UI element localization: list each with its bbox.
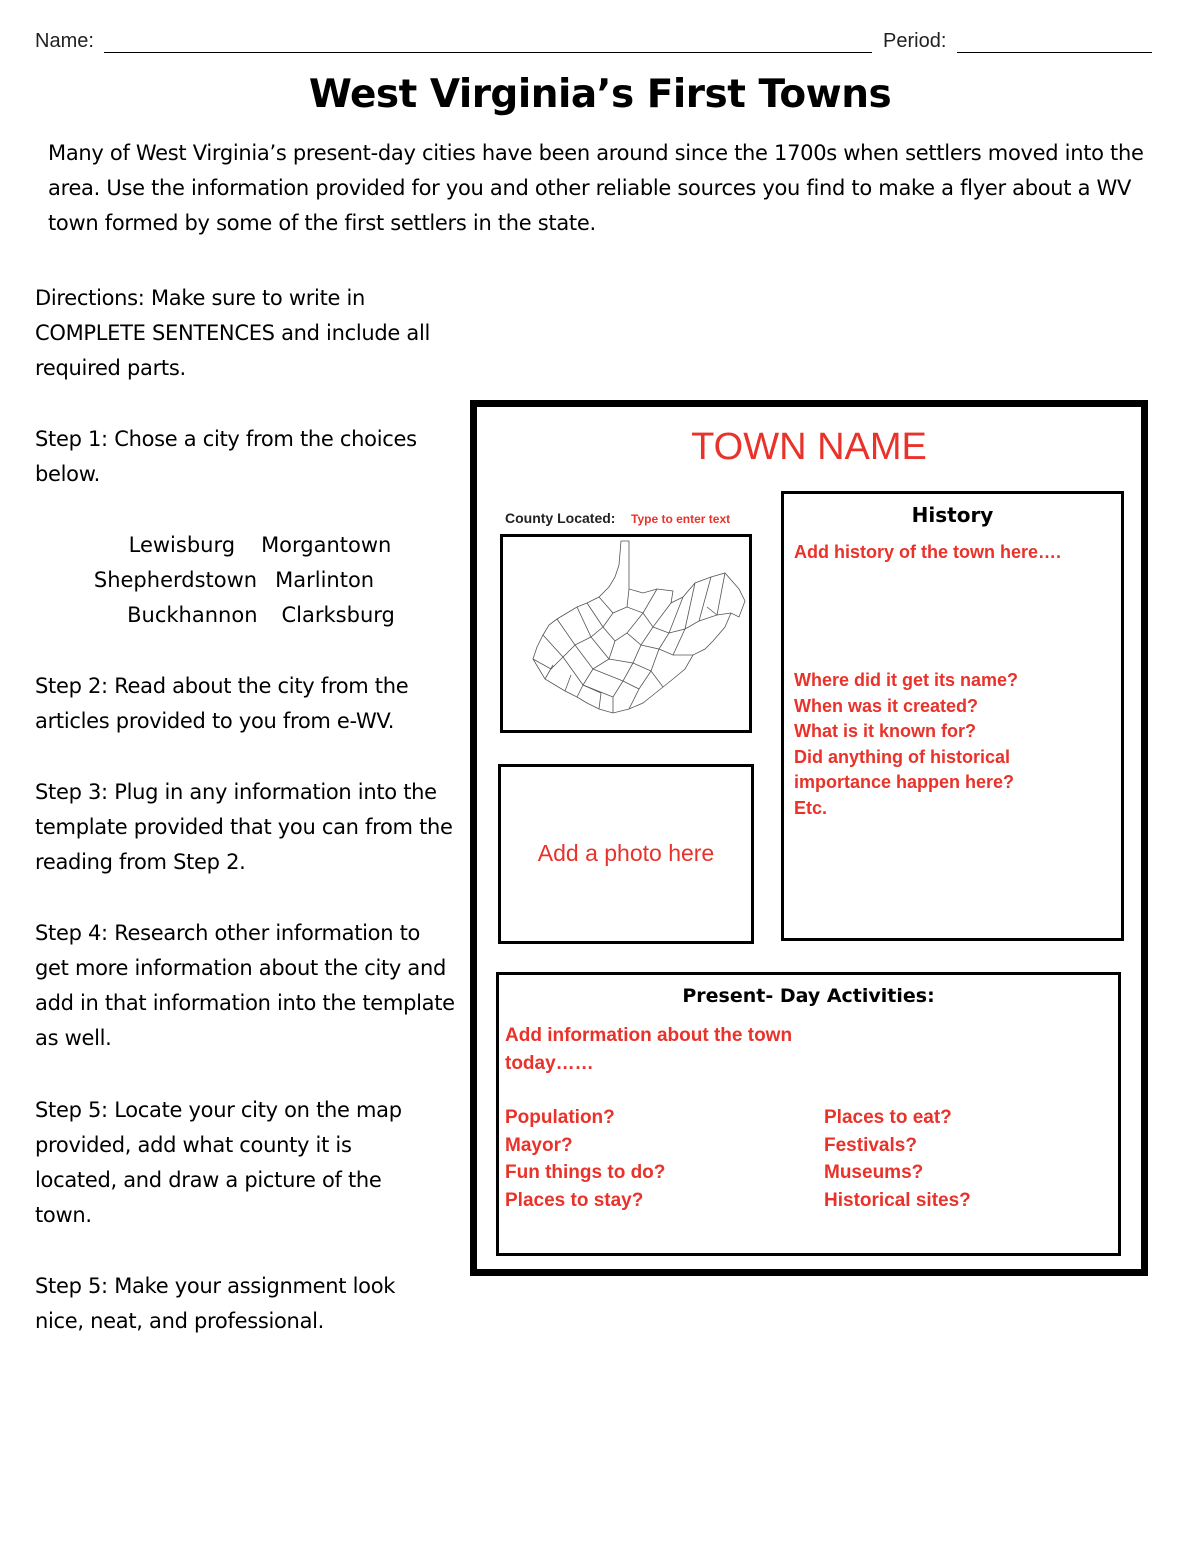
present-question: Museums?	[824, 1162, 924, 1183]
city-shepherdstown: Shepherdstown	[93, 568, 258, 592]
present-question: Historical sites?	[824, 1189, 971, 1211]
history-question: Did anything of historical importance happen here?	[794, 746, 1015, 792]
city-choices	[35, 528, 425, 633]
city-lewisburg: Lewisburg	[128, 533, 236, 557]
step-2-text: Step 2: Read about the city from the articles provided to you from e-WV.	[35, 674, 409, 733]
step-5-locate-text: Step 5: Locate your city on the map provided, add what county it is located, and draw a picture of the town.	[35, 1098, 402, 1227]
period-line[interactable]	[957, 52, 1152, 53]
period-label: Period:	[883, 30, 947, 52]
city-marlinton: Marlinton	[275, 568, 375, 592]
step-1-text: Step 1: Chose a city from the choices below.	[35, 427, 417, 486]
present-question: Places to eat?	[824, 1107, 952, 1128]
county-label: County Located:	[505, 510, 616, 526]
present-day-add-text: Add information about the town today……	[505, 1025, 793, 1074]
step-5-neat-text: Step 5: Make your assignment look nice, neat, and professional.	[35, 1274, 396, 1333]
town-name-field[interactable]: TOWN NAME	[691, 426, 927, 468]
present-day-title: Present- Day Activities:	[682, 985, 935, 1007]
history-add-text: Add history of the town here….	[794, 542, 1062, 562]
history-questions	[794, 668, 1094, 821]
county-input[interactable]: Type to enter text	[631, 512, 731, 526]
history-question: When was it created?	[794, 695, 979, 716]
history-question: Etc.	[794, 797, 828, 818]
page-title: West Virginia’s First Towns	[308, 72, 892, 117]
present-question: Population?	[505, 1107, 615, 1128]
present-day-questions-right	[824, 1104, 971, 1214]
intro-paragraph: Many of West Virginia’s present-day cities have been around since the 1700s when settlers moved into the area. Use the information provided for you and other reliable sources you find to make a flyer about a WV town formed by some of the first settlers in the state.	[48, 141, 1144, 235]
name-label: Name:	[35, 30, 94, 52]
history-title: History	[911, 503, 994, 527]
step-4-text: Step 4: Research other information to get more information about the city and add in that information into the template as well.	[35, 921, 455, 1050]
wv-map-icon	[503, 537, 749, 730]
city-morgantown: Morgantown	[261, 533, 392, 557]
name-line[interactable]	[104, 52, 872, 53]
step-3-text: Step 3: Plug in any information into the template provided that you can from the reading from Step 2.	[35, 780, 453, 874]
present-question: Festivals?	[824, 1134, 917, 1156]
city-clarksburg: Clarksburg	[281, 603, 395, 627]
history-question: Where did it get its name?	[794, 670, 1019, 690]
city-buckhannon: Buckhannon	[127, 603, 258, 627]
present-question: Places to stay?	[505, 1189, 644, 1211]
photo-placeholder-text: Add a photo here	[537, 840, 715, 866]
history-question: What is it known for?	[794, 721, 976, 741]
directions-text: Directions: Make sure to write in COMPLETE SENTENCES and include all required parts.	[35, 286, 431, 380]
wv-county-map	[500, 534, 752, 733]
present-question: Fun things to do?	[505, 1162, 666, 1183]
present-day-questions-left	[505, 1104, 665, 1214]
present-question: Mayor?	[505, 1134, 573, 1156]
